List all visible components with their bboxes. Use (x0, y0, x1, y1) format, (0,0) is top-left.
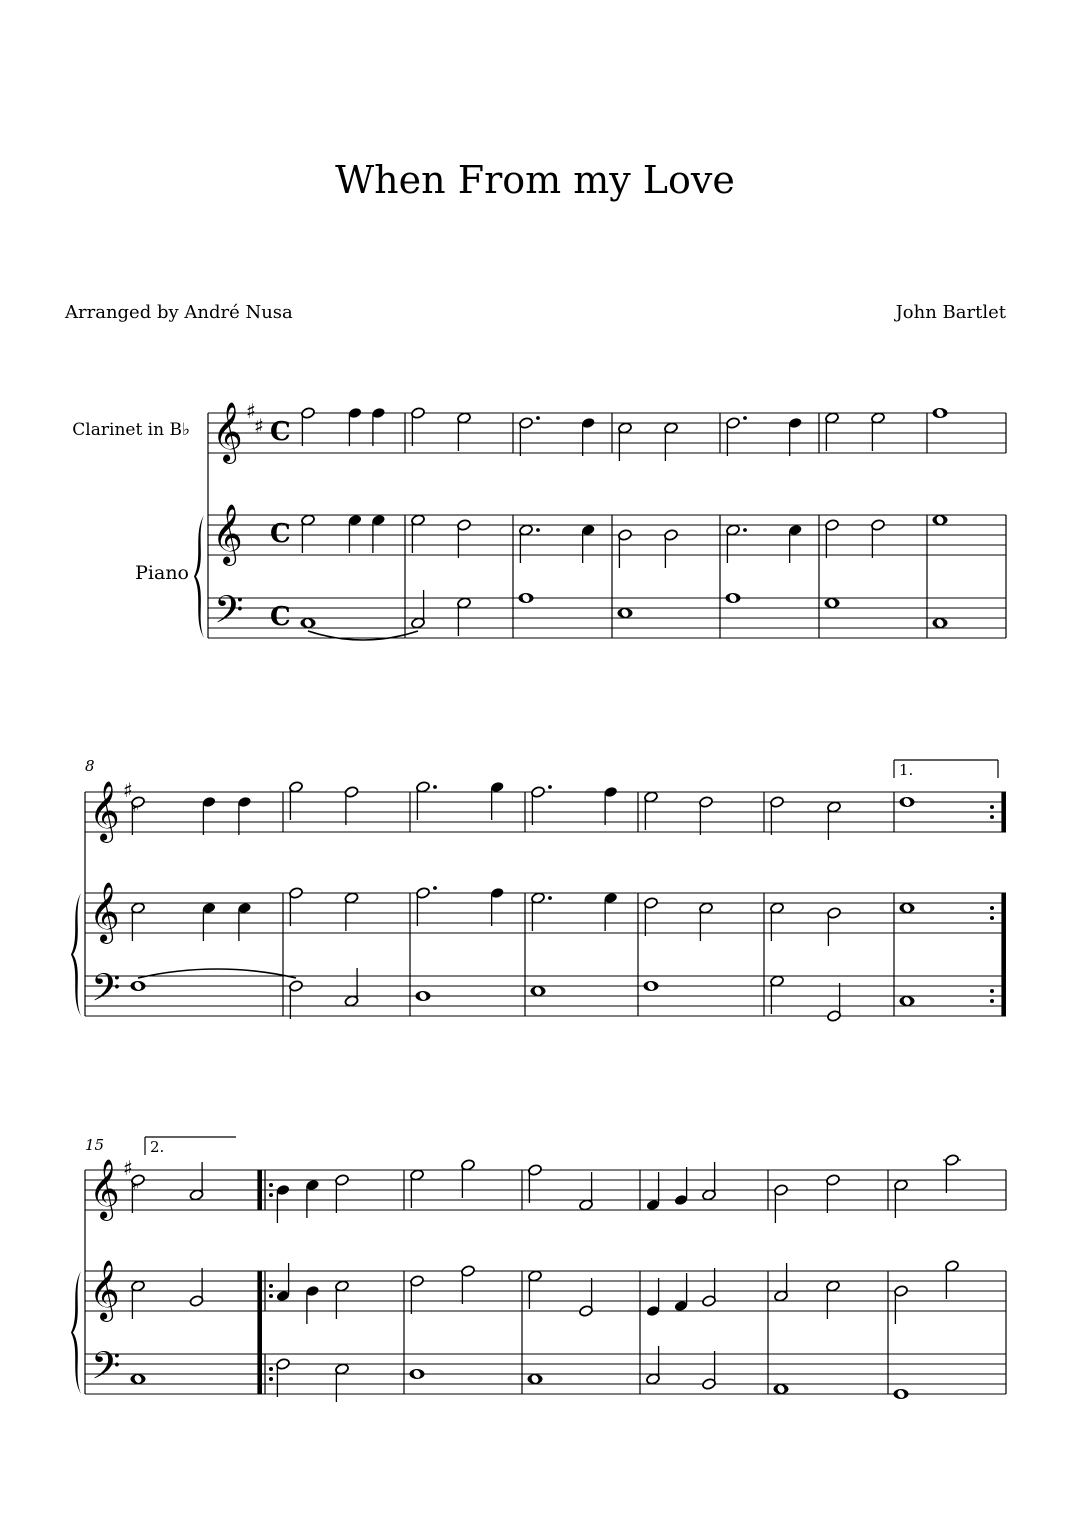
treble-clef-icon: 𝄞 (212, 504, 243, 564)
clarinet-note (371, 407, 386, 446)
clarinet-note (581, 417, 596, 456)
piano-rh-note (618, 529, 633, 568)
repeat-dot (269, 1284, 273, 1288)
instrument-label-piano: Piano (135, 562, 189, 584)
clarinet-note (827, 801, 842, 840)
piano-lh-note (825, 598, 840, 608)
clarinet-note (289, 781, 304, 820)
clarinet-note (826, 1174, 841, 1213)
piano-lh-note (894, 1389, 909, 1399)
clarinet-note (774, 1184, 789, 1223)
clarinet-note (900, 797, 915, 807)
clarinet-note (871, 412, 886, 451)
clarinet-staff (208, 413, 1006, 453)
repeat-dot (269, 1193, 273, 1197)
piano-rh-note (770, 902, 785, 941)
clarinet-note (646, 1172, 661, 1211)
piano-rh-note (726, 524, 747, 563)
piano-rh-note (410, 1275, 425, 1314)
piano-rh-note (519, 524, 540, 563)
piano-rh-note (348, 514, 363, 553)
final-repeat-bar (1002, 893, 1006, 1016)
piano-rh-note (335, 1280, 350, 1319)
piano-rh-note (871, 519, 886, 558)
sharp-icon: ♯ (123, 778, 133, 802)
measure-number-8: 8 (85, 757, 95, 775)
time-signature-common: C (270, 417, 291, 447)
treble-clef-icon: 𝄞 (89, 1159, 120, 1219)
piano-rh-note (774, 1263, 789, 1302)
augmentation-dot (536, 416, 540, 420)
piano-lh-note (276, 1358, 291, 1397)
repeat-dot (269, 1183, 273, 1187)
measure-number-15: 15 (85, 1136, 105, 1154)
piano-rh-note (276, 1263, 291, 1302)
clarinet-note (618, 422, 633, 461)
clarinet-note (301, 407, 316, 446)
bass-clef-icon: 𝄢 (91, 965, 121, 1019)
clarinet-note (945, 1154, 960, 1193)
clarinet-note (933, 408, 948, 418)
volta-second-label: 2. (150, 1138, 165, 1156)
piano-lh-note (411, 590, 426, 629)
score-title: When From my Love (335, 158, 735, 202)
clarinet-note (416, 781, 437, 820)
clarinet-note (411, 407, 426, 446)
augmentation-dot (536, 528, 540, 532)
piano-lh-note (301, 618, 316, 628)
repeat-dot (990, 916, 994, 920)
clarinet-note (202, 796, 217, 835)
clarinet-note (894, 1179, 909, 1218)
piano-rh-note (664, 529, 679, 568)
piano-rh-note (827, 907, 842, 946)
clarinet-note (702, 1162, 717, 1201)
piano-rh-note (461, 1265, 476, 1304)
clarinet-note (788, 417, 803, 456)
piano-rh-note (131, 902, 146, 941)
piano-lh-note (528, 1374, 543, 1384)
instrument-label-clarinet: Clarinet in B♭ (72, 420, 190, 440)
piano-rh-note (702, 1268, 717, 1307)
repeat-dot (990, 906, 994, 910)
clarinet-note (825, 412, 840, 451)
repeat-dot (269, 1377, 273, 1381)
piano-bass-staff (85, 976, 1006, 1016)
clarinet-note (348, 407, 363, 446)
repeat-dot (990, 989, 994, 993)
piano-rh-note (933, 515, 948, 525)
piano-brace-icon (71, 1271, 81, 1394)
piano-bass-staff (85, 1354, 1006, 1394)
clarinet-note (457, 412, 472, 451)
repeat-dot (990, 815, 994, 819)
augmentation-dot (433, 785, 437, 789)
piano-treble-staff (208, 515, 1006, 555)
piano-bass-staff (208, 598, 1006, 638)
piano-lh-note (900, 996, 915, 1006)
piano-rh-note (289, 887, 304, 926)
piano-lh-note (344, 968, 359, 1007)
piano-rh-note (674, 1273, 689, 1312)
clarinet-note (674, 1167, 689, 1206)
sharp-icon: ♯ (254, 414, 264, 438)
piano-rh-note (528, 1270, 543, 1309)
clarinet-note (410, 1169, 425, 1208)
piano-brace-icon (71, 893, 81, 1016)
clarinet-note (531, 785, 552, 825)
piano-lh-note (410, 1369, 425, 1379)
piano-lh-note (531, 986, 546, 996)
repeat-dot (269, 1367, 273, 1371)
start-repeat-bar (258, 1271, 262, 1394)
piano-lh-note (416, 991, 431, 1001)
treble-clef-icon: 𝄞 (89, 882, 120, 942)
clarinet-note (237, 796, 252, 835)
time-signature-common: C (270, 602, 291, 632)
clarinet-note (305, 1179, 320, 1218)
treble-clef-icon: 𝄞 (89, 781, 120, 841)
piano-lh-note (702, 1351, 717, 1390)
clarinet-note (189, 1162, 204, 1201)
clarinet-note (726, 416, 747, 456)
volta-first-label: 1. (899, 761, 914, 779)
clarinet-note (664, 422, 679, 461)
piano-rh-note (900, 903, 915, 913)
piano-lh-note (646, 1346, 661, 1385)
piano-rh-note (699, 902, 714, 941)
tie-curve (138, 969, 296, 978)
piano-lh-note (289, 980, 304, 1019)
piano-rh-note (189, 1268, 204, 1307)
piano-lh-note (770, 975, 785, 1014)
clarinet-staff (85, 792, 1006, 832)
piano-rh-note (603, 892, 618, 931)
piano-rh-note (825, 519, 840, 558)
piano-brace-icon (194, 515, 204, 638)
clarinet-note (490, 781, 505, 820)
clarinet-staff (85, 1170, 1006, 1210)
clarinet-note (344, 786, 359, 825)
clarinet-note (770, 796, 785, 835)
piano-lh-note (827, 983, 842, 1022)
piano-lh-note (618, 608, 633, 618)
piano-lh-note (774, 1384, 789, 1394)
piano-rh-note (531, 892, 552, 931)
clarinet-note (603, 786, 618, 825)
piano-rh-note (344, 892, 359, 931)
augmentation-dot (433, 886, 437, 890)
piano-rh-note (826, 1280, 841, 1319)
piano-rh-note (579, 1278, 594, 1317)
piano-rh-note (457, 519, 472, 558)
piano-lh-note (519, 593, 534, 603)
piano-rh-note (490, 887, 505, 926)
clarinet-note (699, 796, 714, 835)
treble-clef-icon: 𝄞 (89, 1260, 120, 1320)
bass-clef-icon: 𝄢 (214, 587, 244, 641)
piano-lh-note (131, 1374, 146, 1384)
repeat-dot (990, 999, 994, 1003)
piano-treble-staff (85, 1271, 1006, 1311)
piano-rh-note (301, 514, 316, 553)
clarinet-note (519, 416, 540, 456)
final-repeat-bar (1002, 792, 1006, 832)
piano-rh-note (411, 514, 426, 553)
piano-lh-note (726, 593, 741, 603)
composer-credit: John Bartlet (895, 302, 1006, 323)
piano-rh-note (202, 902, 217, 941)
piano-treble-staff (85, 893, 1006, 933)
clarinet-note (461, 1159, 476, 1198)
clarinet-note (579, 1172, 594, 1211)
augmentation-dot (743, 416, 747, 420)
notation-layer (71, 399, 1006, 1402)
bass-clef-icon: 𝄢 (91, 1343, 121, 1397)
piano-rh-note (945, 1260, 960, 1299)
repeat-dot (269, 1294, 273, 1298)
piano-rh-note (371, 514, 386, 553)
sharp-icon: ♯ (123, 1156, 133, 1180)
piano-rh-note (416, 886, 437, 926)
tie-curve (308, 631, 418, 640)
piano-rh-note (237, 902, 252, 941)
clarinet-note (276, 1184, 291, 1223)
piano-lh-note (457, 597, 472, 636)
augmentation-dot (548, 896, 552, 900)
piano-lh-note (131, 981, 146, 991)
piano-lh-note (335, 1363, 350, 1402)
treble-clef-icon: 𝄞 (212, 402, 243, 462)
clarinet-note (528, 1164, 543, 1203)
piano-rh-note (646, 1278, 661, 1317)
repeat-dot (990, 805, 994, 809)
start-repeat-bar (258, 1170, 262, 1210)
piano-lh-note (644, 981, 659, 991)
piano-rh-note (131, 1280, 146, 1319)
arranger-credit: Arranged by André Nusa (65, 302, 293, 323)
clarinet-note (335, 1174, 350, 1213)
time-signature-common: C (270, 519, 291, 549)
piano-rh-note (894, 1285, 909, 1324)
piano-rh-note (581, 524, 596, 563)
sharp-icon: ♯ (246, 399, 256, 423)
piano-rh-note (305, 1285, 320, 1324)
piano-rh-note (644, 897, 659, 936)
augmentation-dot (548, 785, 552, 789)
augmentation-dot (743, 528, 747, 532)
piano-rh-note (788, 524, 803, 563)
clarinet-note (644, 791, 659, 830)
piano-lh-note (933, 618, 948, 628)
